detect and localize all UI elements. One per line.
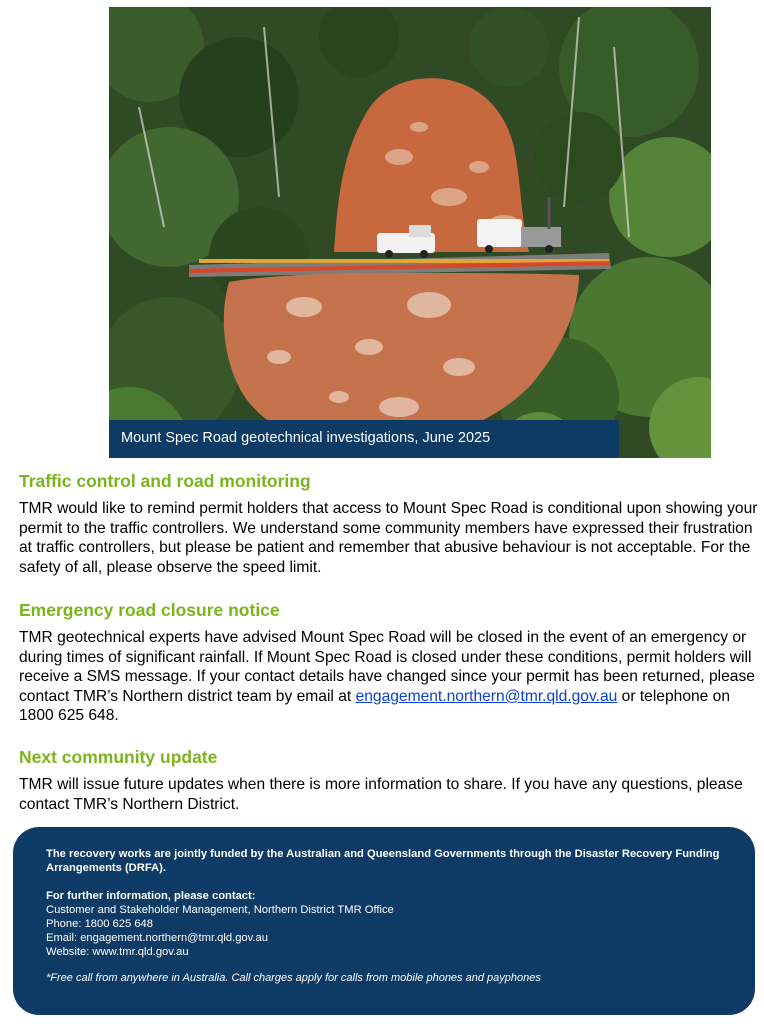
landslide-aerial-illustration	[109, 7, 711, 458]
landslide-photo	[109, 7, 711, 458]
photo-caption: Mount Spec Road geotechnical investigations, June 2025	[121, 430, 491, 446]
section-heading-traffic-control: Traffic control and road monitoring	[19, 471, 311, 491]
section-body-traffic-control: TMR would like to remind permit holders that access to Mount Spec Road is conditional upon showing your permit to the traffic controllers. We understand some community members have expressed their frustration at traffic controllers, but please be patient and remember that abusive behaviour is not acceptable. For the safety of all, please observe the speed limit.	[19, 500, 758, 576]
engagement-email-link[interactable]: engagement.northern@tmr.qld.gov.au	[355, 687, 618, 705]
footer-contact-heading: For further information, please contact:	[46, 890, 256, 902]
footer-website: Website: www.tmr.qld.gov.au	[46, 946, 189, 958]
photo-caption-box	[109, 420, 619, 458]
section-heading-next-update: Next community update	[19, 747, 218, 767]
footer-email: Email: engagement.northern@tmr.qld.gov.au	[46, 932, 268, 944]
emergency-closure-text-end: or telephone on 1800 625 648.	[19, 687, 731, 725]
section-body-emergency-closure	[19, 628, 759, 726]
footer-office: Customer and Stakeholder Management, Northern District TMR Office	[46, 904, 394, 916]
section-heading-emergency-closure: Emergency road closure notice	[19, 600, 280, 620]
footer-call-note: *Free call from anywhere in Australia. Call charges apply for calls from mobile phones and payphones	[46, 972, 541, 984]
emergency-closure-text: TMR geotechnical experts have advised Mount Spec Road will be closed in the event of an emergency or during times of significant rainfall. If Mount Spec Road is closed under these conditions, permit holders will receive a SMS message. If your contact details have changed since your permit has been returned, please contact TMR’s Northern district team by email at	[19, 629, 755, 705]
footer-contact-box	[13, 827, 755, 1015]
section-body-next-update: TMR will issue future updates when there is more information to share. If you have any questions, please contact TMR’s Northern District.	[19, 776, 743, 813]
footer-funding-statement: The recovery works are jointly funded by the Australian and Queensland Governments through the Disaster Recovery Funding Arrangements (DRFA).	[46, 848, 720, 874]
footer-phone: Phone: 1800 625 648	[46, 918, 154, 930]
